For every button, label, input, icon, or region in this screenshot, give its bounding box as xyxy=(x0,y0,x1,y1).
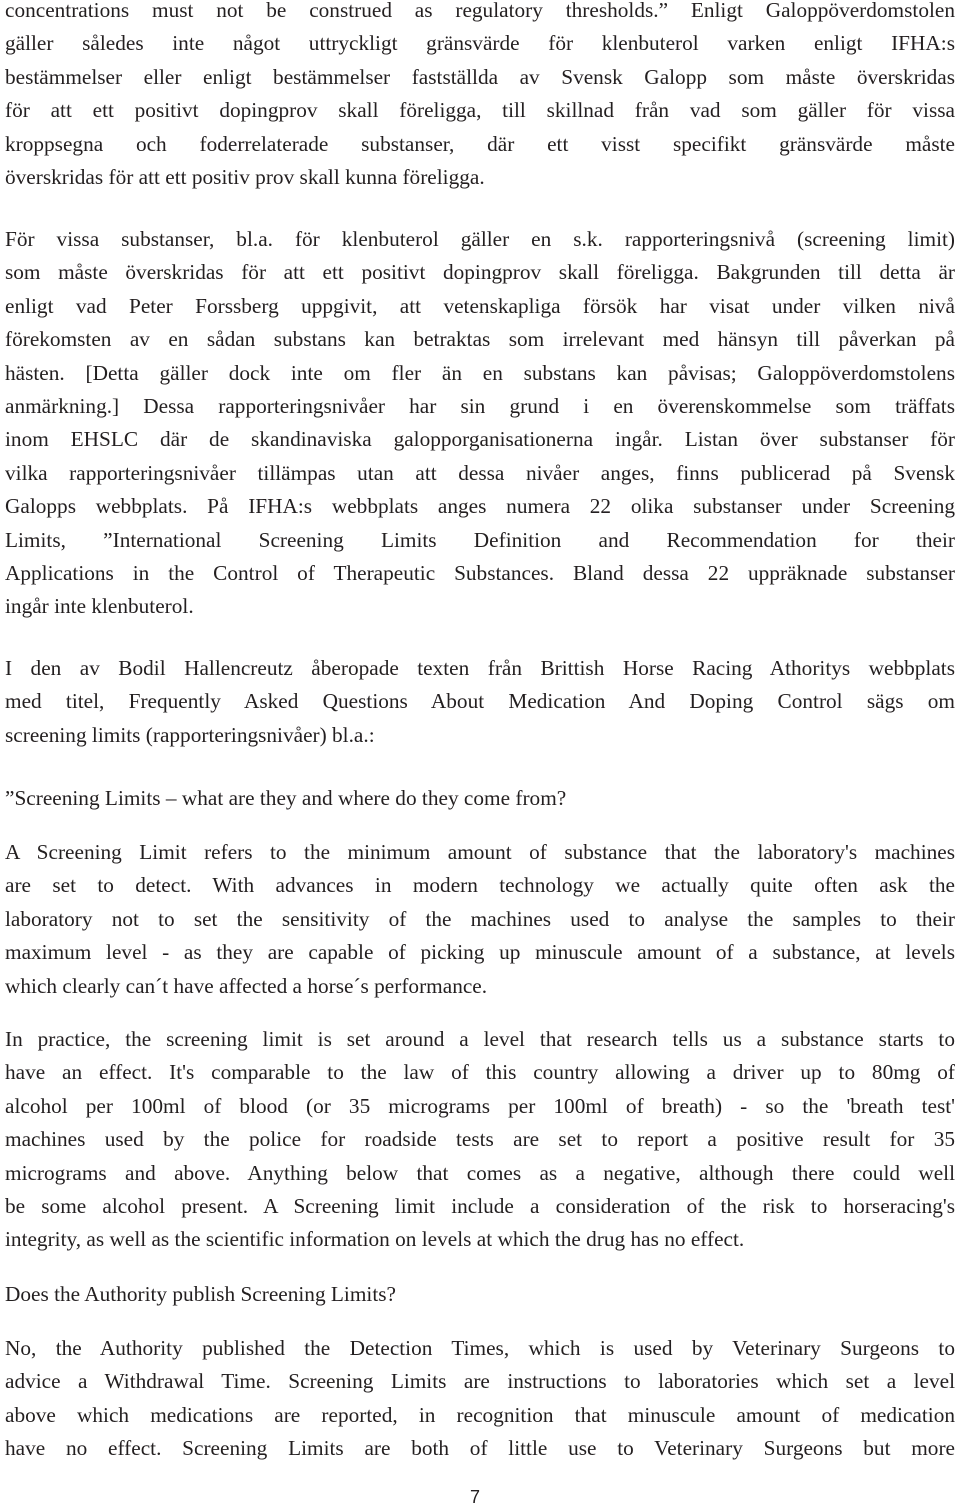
text-line: above which medications are reported, in recognition that minuscule amount of medication xyxy=(5,1402,955,1427)
text-line: förekomsten av en sådan substans kan betraktas som irrelevant med hänsyn till påverkan på xyxy=(5,327,955,352)
text-line: med titel, Frequently Asked Questions About Medication And Doping Control sägs om xyxy=(5,689,955,714)
text-line: kroppsegna och foderrelaterade substanser, där ett visst specifikt gränsvärde måste xyxy=(5,131,955,156)
text-line: screening limits (rapporteringsnivåer) bl.a.: xyxy=(5,722,375,747)
text-line: som måste överskridas för att ett positivt dopingprov skall föreligga. Bakgrunden till detta är xyxy=(5,260,955,285)
text-line: inom EHSLC där de skandinaviska galopporganisationerna ingår. Listan över substanser för xyxy=(5,427,955,452)
text-line: För vissa substanser, bl.a. för klenbuterol gäller en s.k. rapporteringsnivå (screening limit) xyxy=(5,227,955,251)
text-line: I den av Bodil Hallencreutz åberopade texten från Brittish Horse Racing Athoritys webbplats xyxy=(5,656,955,680)
text-line: maximum level - as they are capable of picking up minuscule amount of a substance, at levels xyxy=(5,940,955,965)
text-line: be some alcohol present. A Screening limit include a consideration of the risk to horseracing's xyxy=(5,1194,955,1219)
text-line: vilka rapporteringsnivåer tillämpas utan att dessa nivåer anges, finns publicerad på Svensk xyxy=(5,460,955,485)
text-line: för att ett positivt dopingprov skall föreligga, till skillnad från vad som gäller för vissa xyxy=(5,98,955,123)
text-line: bestämmelser eller enligt bestämmelser fastställda av Svensk Galopp som måste överskridas xyxy=(5,64,955,89)
text-line: micrograms and above. Anything below that comes as a negative, although there could well xyxy=(5,1160,955,1185)
text-line: are set to detect. With advances in modern technology we actually quite often ask the xyxy=(5,873,955,898)
text-line: integrity, as well as the scientific information on levels at which the drug has no effect. xyxy=(5,1227,745,1252)
text-line: which clearly can´t have affected a horse´s performance. xyxy=(5,973,488,998)
text-line: ”Screening Limits – what are they and where do they come from? xyxy=(5,786,567,810)
document-page xyxy=(5,0,955,1509)
text-line: Applications in the Control of Therapeutic Substances. Bland dessa 22 uppräknade substanser xyxy=(5,561,955,586)
text-line: advice a Withdrawal Time. Screening Limits are instructions to laboratories which set a level xyxy=(5,1369,955,1394)
text-line: In practice, the screening limit is set around a level that research tells us a substance starts to xyxy=(5,1027,955,1051)
text-line: ingår inte klenbuterol. xyxy=(5,594,194,619)
paragraph-galopp-ruling xyxy=(5,0,955,194)
text-line: gäller således inte något uttryckligt gränsvärde för klenbuterol varken enligt IFHA:s xyxy=(5,31,955,56)
text-line: have an effect. It's comparable to the law of this country allowing a driver up to 80mg of xyxy=(5,1060,955,1085)
text-line: hästen. [Detta gäller dock inte om fler än en substans kan påvisas; Galoppöverdomstolens xyxy=(5,360,955,385)
text-line: alcohol per 100ml of blood (or 35 micrograms per 100ml of breath) - so the 'breath test' xyxy=(5,1093,955,1118)
text-line: No, the Authority published the Detection Times, which is used by Veterinary Surgeons to xyxy=(5,1336,955,1360)
page-number: 7 xyxy=(469,1487,480,1507)
quote-heading-screening-limits xyxy=(5,782,955,815)
text-line: machines used by the police for roadside tests are set to report a positive result for 35 xyxy=(5,1127,955,1152)
quote-paragraph-practice xyxy=(5,1023,955,1257)
paragraph-bha-reference xyxy=(5,652,955,752)
quote-question-publish xyxy=(5,1278,955,1311)
text-line: Galopps webbplats. På IFHA:s webbplats anges numera 22 olika substanser under Screening xyxy=(5,494,955,519)
text-line: A Screening Limit refers to the minimum amount of substance that the laboratory's machines xyxy=(5,840,955,864)
text-line: laboratory not to set the sensitivity of the machines used to analyse the samples to their xyxy=(5,906,955,931)
paragraph-screening-limit-swedish xyxy=(5,223,955,624)
quote-paragraph-definition xyxy=(5,836,955,1003)
text-line: Does the Authority publish Screening Limits? xyxy=(5,1282,396,1306)
text-line: have no effect. Screening Limits are both of little use to Veterinary Surgeons but more xyxy=(5,1436,955,1461)
text-line: överskridas för att ett positiv prov skall kunna föreligga. xyxy=(5,165,485,190)
text-line: concentrations must not be construed as regulatory thresholds.” Enligt Galoppöverdomstolen xyxy=(5,0,955,22)
quote-answer-detection-times xyxy=(5,1332,955,1466)
text-line: enligt vad Peter Forssberg uppgivit, att vetenskapliga försök har visat under vilken nivå xyxy=(5,293,955,318)
text-line: Limits, ”International Screening Limits Definition and Recommendation for their xyxy=(5,527,955,552)
text-line: anmärkning.] Dessa rapporteringsnivåer har sin grund i en överenskommelse som träffats xyxy=(5,394,955,419)
